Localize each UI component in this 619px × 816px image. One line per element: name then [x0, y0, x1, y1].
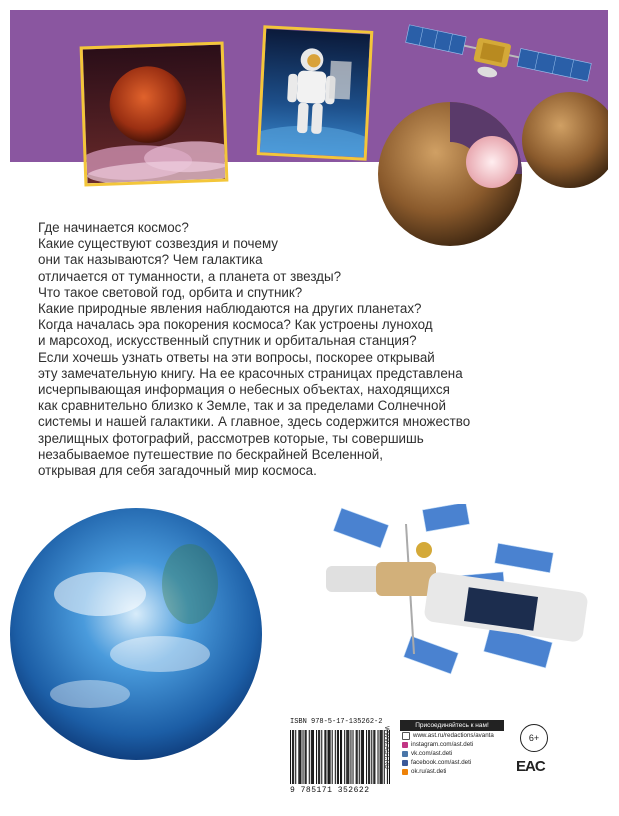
social-link-text: facebook.com/ast.deti — [411, 759, 472, 766]
barcode-bar — [368, 730, 369, 784]
barcode-bar — [359, 730, 360, 784]
barcode-bar — [341, 730, 342, 784]
barcode-bar — [318, 730, 319, 784]
barcode-bar — [373, 730, 374, 784]
barcode-bar — [344, 730, 345, 784]
barcode-bar — [305, 730, 306, 784]
barcode-bar — [300, 730, 301, 784]
social-link[interactable] — [400, 758, 504, 767]
barcode-bar — [378, 730, 379, 784]
barcode-bar — [335, 730, 336, 784]
social-link-text: ok.ru/ast.deti — [411, 768, 447, 775]
globe-icon — [402, 732, 410, 740]
description-line: Где начинается космос? — [38, 220, 189, 235]
description-line: системы и нашей галактики. А главное, здесь содержится множество — [38, 414, 471, 430]
barcode-bar — [293, 730, 294, 784]
ok-icon — [402, 769, 408, 775]
barcode-bar — [309, 730, 310, 784]
description-line: они так называются? Чем галактика — [38, 252, 263, 268]
book-description — [38, 220, 558, 479]
barcode-bar — [353, 730, 354, 784]
barcode-bar — [356, 730, 357, 784]
barcode-bar — [324, 730, 325, 784]
eac-mark: EAC — [516, 758, 545, 775]
barcode-bar — [306, 730, 307, 784]
barcode-bar — [346, 730, 347, 784]
description-line: открывая для себя загадочный мир космоса. — [38, 463, 317, 479]
satellite-illustration — [398, 22, 598, 98]
barcode-bar — [312, 730, 313, 784]
barcode-bar — [311, 730, 312, 784]
description-line: зрелищных фотографий, рассмотрев которые, ты совершишь — [38, 430, 424, 446]
barcode-bar — [332, 730, 333, 784]
description-line: Какие существуют созвездия и почему — [38, 236, 278, 252]
barcode-bar — [337, 730, 338, 784]
barcode-bar — [298, 730, 299, 784]
isbn-text: ISBN 978-5-17-135262-2 — [290, 718, 383, 726]
barcode-bar — [329, 730, 330, 784]
barcode-bar — [348, 730, 349, 784]
barcode-bar — [290, 730, 291, 784]
barcode-number: 9 785171 352622 — [290, 786, 370, 795]
vk-icon — [402, 751, 408, 757]
barcode-bar — [361, 730, 362, 784]
description-line: Какие природные явления наблюдаются на других планетах? — [38, 301, 422, 317]
description-line: Если хочешь узнать ответы на эти вопросы, поскорее открывай — [38, 349, 435, 365]
barcode-bar — [362, 730, 363, 784]
barcode-bar — [313, 730, 314, 784]
barcode-bar — [338, 730, 339, 784]
barcode-bar — [380, 730, 381, 784]
description-line: незабываемое путешествие по бескрайней Вселенной, — [38, 446, 383, 462]
barcode-block — [288, 714, 392, 794]
barcode-bar — [330, 730, 331, 784]
join-us-label: Присоединяйтесь к нам! — [400, 720, 504, 731]
facebook-icon — [402, 760, 408, 766]
social-link[interactable] — [400, 767, 504, 776]
barcode-bar — [319, 730, 320, 784]
barcode-bar — [357, 730, 358, 784]
back-cover — [10, 10, 608, 806]
description-line: эту замечательную книгу. На ее красочных страницах представлена — [38, 365, 463, 381]
barcode-bar — [374, 730, 375, 784]
description-line: исчерпывающая информация о небесных объектах, находящихся — [38, 382, 450, 398]
barcode-bar — [347, 730, 348, 784]
barcode — [290, 730, 390, 784]
red-moon-photo — [80, 42, 229, 187]
barcode-bar — [381, 730, 382, 784]
barcode-bar — [363, 730, 364, 784]
social-link[interactable] — [400, 749, 504, 758]
barcode-bar — [366, 730, 367, 784]
earth-illustration — [10, 504, 262, 764]
space-station-illustration — [306, 504, 596, 690]
barcode-bar — [325, 730, 326, 784]
barcode-bar — [350, 730, 351, 784]
instagram-icon — [402, 742, 408, 748]
barcode-bar — [321, 730, 322, 784]
barcode-bar — [328, 730, 329, 784]
barcode-bar — [303, 730, 304, 784]
astronaut-photo — [257, 25, 374, 161]
description-line: Что такое световой год, орбита и спутник? — [38, 284, 303, 300]
social-link-text: vk.com/ast.deti — [411, 750, 453, 757]
social-link-text: www.ast.ru/redactions/avanta — [413, 732, 494, 739]
barcode-bar — [292, 730, 293, 784]
barcode-bar — [371, 730, 372, 784]
barcode-bar — [340, 730, 341, 784]
description-line: Когда началась эра покорения космоса? Как устроены луноход — [38, 317, 433, 333]
age-rating-badge: 6+ — [520, 724, 548, 752]
barcode-bar — [369, 730, 370, 784]
barcode-bar — [299, 730, 300, 784]
description-line: и марсоход, искусственный спутник и орбитальная станция? — [38, 333, 417, 349]
social-link[interactable] — [400, 731, 504, 740]
social-link[interactable] — [400, 740, 504, 749]
description-line: отличается от туманности, а планета от звезды? — [38, 268, 342, 284]
barcode-bar — [295, 730, 296, 784]
barcode-bar — [316, 730, 317, 784]
social-link-text: instagram.com/ast.deti — [411, 741, 474, 748]
description-line: как сравнительно близко к Земле, так и за пределами Солнечной — [38, 398, 446, 414]
social-links-block — [400, 720, 504, 776]
website-vertical-text: WWW.AST.RU — [383, 726, 390, 769]
